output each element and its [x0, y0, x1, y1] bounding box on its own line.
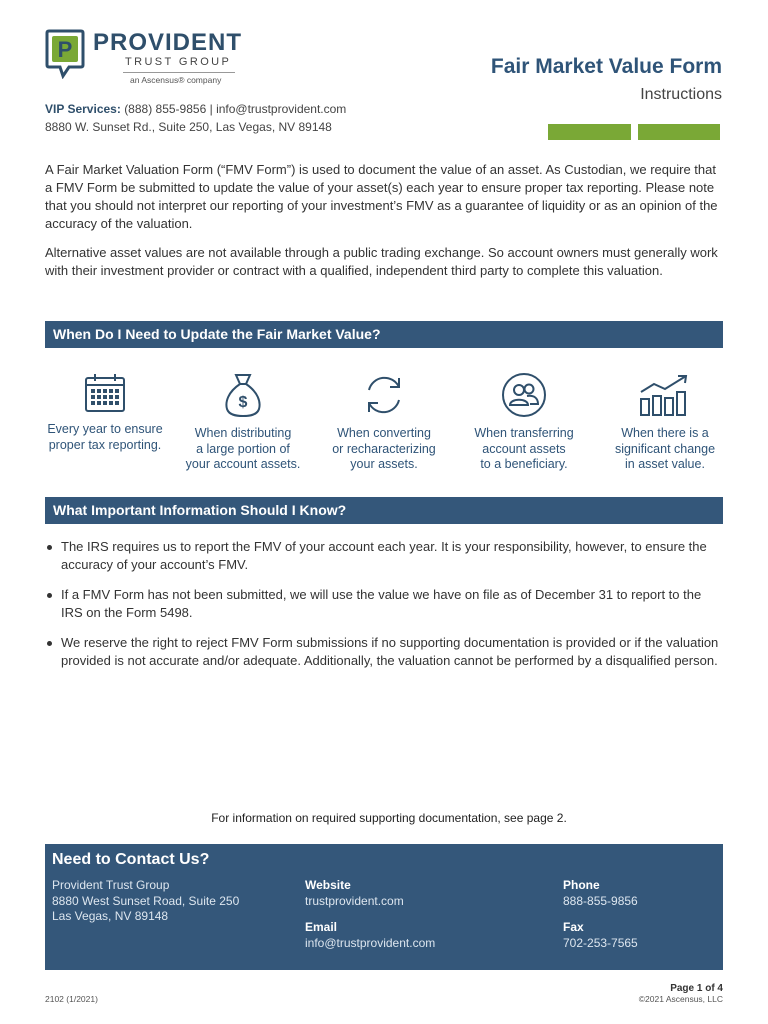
copyright: ©2021 Ascensus, LLC	[638, 994, 723, 1004]
reason-value-change-caption: When there is a significant change in asset value.	[614, 426, 716, 471]
vip-contact	[45, 100, 346, 136]
page-title: Fair Market Value Form	[490, 55, 722, 78]
section-when-to-update: When Do I Need to Update the Fair Market Value?	[45, 321, 723, 348]
reason-transferring	[454, 372, 594, 473]
logo-letter: P	[57, 37, 73, 62]
contact-fax	[563, 920, 638, 951]
vip-email[interactable]: info@trustprovident.com	[216, 102, 347, 116]
brand-sub: TRUST GROUP	[125, 56, 232, 68]
vip-label: VIP Services:	[45, 102, 121, 116]
website-link[interactable]: trustprovident.com	[305, 893, 404, 908]
logo-mark-icon	[45, 29, 85, 79]
page-subtitle: Instructions	[640, 86, 722, 103]
vip-line	[45, 100, 346, 118]
contact-email	[305, 920, 435, 951]
contact-address: Provident Trust Group 8880 West Sunset Road, Suite 250 Las Vegas, NV 89148	[52, 878, 240, 923]
growth-chart-icon	[638, 372, 692, 418]
intro-paragraph-1: A Fair Market Valuation Form (“FMV Form”) is used to document the value of an asset. As Custodian, we require that a FMV Form be submitted to update the value of your asset(s) each year to ensure proper tax reporting. Please note that you should not interpret our reporting of your investment’s FMV as a guarantee of liquidity or as an opinion of the accuracy of the valuation.	[45, 162, 718, 231]
money-bag-icon	[222, 372, 264, 418]
reason-distributing	[173, 372, 313, 473]
vip-address: 8880 W. Sunset Rd., Suite 250, Las Vegas, NV 89148	[45, 120, 332, 134]
provident-logo	[45, 29, 275, 89]
brand-name: PROVIDENT	[93, 29, 243, 56]
reason-yearly	[35, 372, 175, 453]
intro-paragraph-2: Alternative asset values are not available through a public trading exchange. So account owners must generally work with their investment provider or contract with a qualified, independent third party to complete this valuation.	[45, 245, 718, 278]
email-label: Email	[305, 920, 338, 934]
list-item: The IRS requires us to report the FMV of your account each year. It is your responsibility, however, to ensure the accuracy of your account’s FMV.	[45, 538, 725, 574]
phone-label: Phone	[563, 878, 600, 892]
phone-number[interactable]: 888-855-9856	[563, 893, 638, 908]
accent-bar-right	[638, 124, 720, 140]
section-important-info: What Important Information Should I Know?	[45, 497, 723, 524]
reason-converting	[314, 372, 454, 473]
people-icon	[501, 372, 547, 418]
brand-tagline: an Ascensus® company	[130, 75, 222, 85]
accent-bar-left	[548, 124, 631, 140]
svg-text:$: $	[238, 394, 248, 411]
contact-box-title: Need to Contact Us?	[52, 851, 210, 868]
calendar-icon	[84, 372, 126, 414]
refresh-icon	[361, 372, 407, 418]
vip-separator: |	[209, 102, 213, 116]
website-label: Website	[305, 878, 351, 892]
vip-phone[interactable]: (888) 855-9856	[124, 102, 207, 116]
supporting-docs-note: For information on required supporting documentation, see page 2.	[211, 811, 567, 825]
reason-transferring-caption: When transferring account assets to a beneficiary.	[474, 426, 574, 471]
reason-value-change	[595, 372, 735, 473]
update-reasons	[45, 372, 725, 482]
reason-yearly-caption: Every year to ensure proper tax reporting.	[47, 422, 163, 452]
reason-converting-caption: When converting or recharacterizing your assets.	[332, 426, 436, 471]
list-item: If a FMV Form has not been submitted, we will use the value we have on file as of December 31 to report to the IRS on the Form 5498.	[45, 586, 725, 622]
fax-number: 702-253-7565	[563, 935, 638, 950]
list-item: We reserve the right to reject FMV Form submissions if no supporting documentation is provided or if the valuation provided is not accurate and/or adequate. Additionally, the valuation cannot be performed by a disqualified person.	[45, 634, 725, 670]
important-info-list	[45, 538, 725, 682]
contact-phone	[563, 878, 638, 909]
page-number: Page 1 of 4	[670, 983, 723, 994]
reason-distributing-caption: When distributing a large portion of your account assets.	[185, 426, 301, 471]
logo-divider	[123, 72, 235, 73]
contact-box	[45, 844, 723, 970]
fax-label: Fax	[563, 920, 584, 934]
contact-website	[305, 878, 404, 909]
email-link[interactable]: info@trustprovident.com	[305, 935, 436, 950]
form-number: 2102 (1/2021)	[45, 994, 98, 1004]
